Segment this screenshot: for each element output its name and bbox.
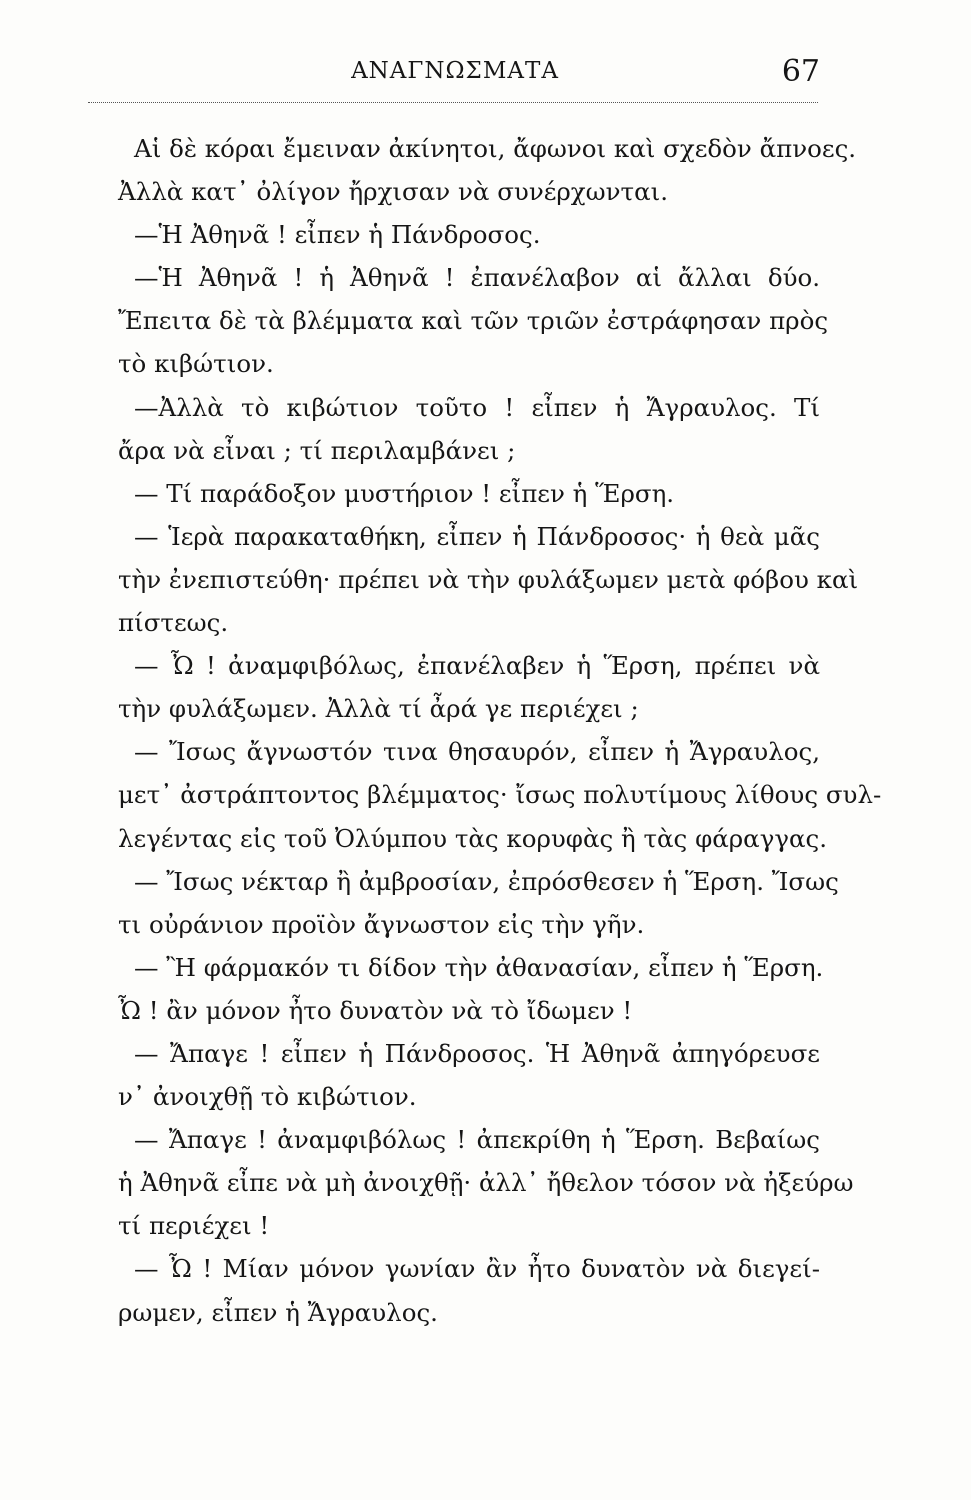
text-line: — Ἄπαγε ! εἶπεν ἡ Πάνδροσος. Ἡ Ἀθηνᾶ ἀπηγόρευσε — [134, 1038, 820, 1068]
text-line: ρωμεν, εἶπεν ἡ Ἄγραυλος. — [118, 1297, 438, 1327]
running-title: ΑΝΑΓΝΩΣΜΑΤΑ — [351, 58, 559, 84]
text-line: τὴν ἐνεπιστεύθη· πρέπει νὰ τὴν φυλάξωμεν μετὰ φόβου καὶ — [118, 564, 859, 594]
text-line: τι οὐράνιον προϊὸν ἄγνωστον εἰς τὴν γῆν. — [118, 909, 645, 939]
body-text — [118, 127, 882, 1334]
text-line: τὸ κιβώτιον. — [118, 349, 274, 379]
text-line: —Ἀλλὰ τὸ κιβώτιον τοῦτο ! εἶπεν ἡ Ἄγραυλος. Τί — [134, 392, 820, 422]
text-line: τί περιέχει ! — [118, 1211, 270, 1241]
text-line: μετ᾽ ἀστράπτοντος βλέμματος· ἴσως πολυτίμους λίθους συλ- — [118, 780, 882, 810]
text-line: — Ἄπαγε ! ἀναμφιβόλως ! ἀπεκρίθη ἡ Ἕρση. Βεβαίως — [134, 1125, 820, 1155]
page-number: 67 — [781, 54, 820, 89]
text-line: Ἀλλὰ κατ᾽ ὀλίγον ἤρχισαν νὰ συνέρχωνται. — [118, 177, 669, 207]
text-line: Αἱ δὲ κόραι ἔμειναν ἀκίνητοι, ἄφωνοι καὶ σχεδὸν ἄπνοες. — [134, 134, 857, 163]
text-line: — Ἴσως ἄγνωστόν τινα θησαυρόν, εἶπεν ἡ Ἄγραυλος, — [134, 737, 820, 767]
text-line: ν᾽ ἀνοιχθῇ τὸ κιβώτιον. — [118, 1082, 417, 1112]
header-rule — [88, 102, 818, 103]
text-line: —Ἡ Ἀθηνᾶ ! εἶπεν ἡ Πάνδροσος. — [134, 220, 541, 250]
text-line: πίστεως. — [118, 608, 229, 638]
text-line: ἡ Ἀθηνᾶ εἶπε νὰ μὴ ἀνοιχθῇ· ἀλλ᾽ ἤθελον τόσον νὰ ἠξεύρω — [118, 1168, 854, 1198]
text-line: — Ὦ ! Μίαν μόνον γωνίαν ἂν ἦτο δυνατὸν νὰ διεγεί- — [134, 1254, 820, 1284]
text-line: Ἔπειτα δὲ τὰ βλέμματα καὶ τῶν τριῶν ἐστράφησαν πρὸς — [118, 306, 829, 336]
text-line: — Τί παράδοξον μυστήριον ! εἶπεν ἡ Ἕρση. — [134, 478, 675, 508]
text-line: —Ἡ Ἀθηνᾶ ! ἡ Ἀθηνᾶ ! ἐπανέλαβον αἱ ἄλλαι δύο. — [134, 263, 820, 293]
text-line: — Ἢ φάρμακόν τι δίδον τὴν ἀθανασίαν, εἶπεν ἡ Ἕρση. — [134, 952, 824, 982]
text-line: — Ἱερὰ παρακαταθήκη, εἶπεν ἡ Πάνδροσος· ἡ θεὰ μᾶς — [134, 521, 820, 551]
text-line: λεγέντας εἰς τοῦ Ὀλύμπου τὰς κορυφὰς ἢ τὰς φάραγγας. — [118, 823, 828, 853]
text-line: — Ἴσως νέκταρ ἢ ἀμβροσίαν, ἐπρόσθεσεν ἡ Ἕρση. Ἴσως — [134, 866, 839, 896]
text-line: Ὦ ! ἂν μόνον ἦτο δυνατὸν νὰ τὸ ἴδωμεν ! — [118, 995, 633, 1025]
running-head — [90, 54, 820, 98]
text-line: τὴν φυλάξωμεν. Ἀλλὰ τί ἆρά γε περιέχει ; — [118, 694, 639, 724]
text-line: ἄρα νὰ εἶναι ; τί περιλαμβάνει ; — [118, 435, 516, 465]
text-line: — Ὦ ! ἀναμφιβόλως, ἐπανέλαβεν ἡ Ἕρση, πρέπει νὰ — [134, 651, 820, 681]
